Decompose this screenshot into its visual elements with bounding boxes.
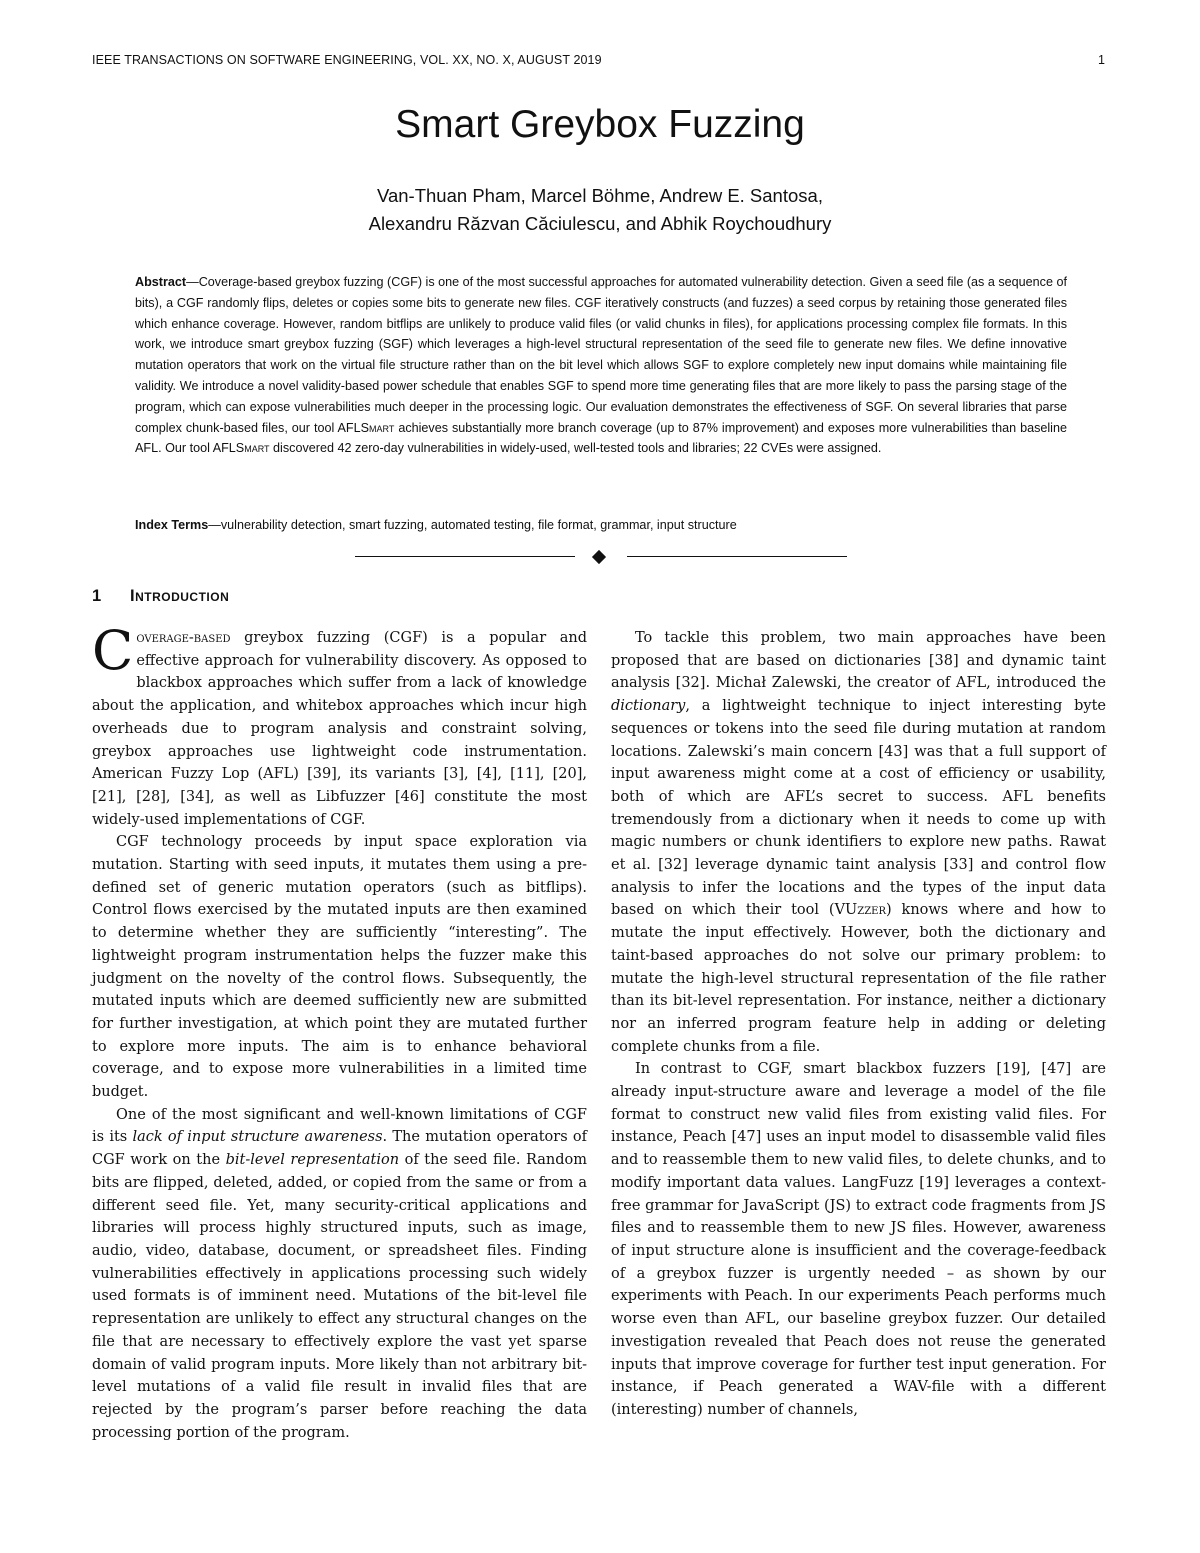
index-terms	[135, 515, 1067, 535]
paragraph-4	[611, 627, 1106, 1058]
paragraph-4-text-c: ) knows where and how to mutate the input effectively. However, both the dictionary and taint-based approaches do not solve our primary problem: to mutate the high-level structural representation of the file rather than its bit-level representation. For instance, neither a dictionary nor an inferred program feature help in adding or deleting complete chunks from a file.	[611, 902, 1107, 1055]
index-terms-text: —vulnerability detection, smart fuzzing, automated testing, file format, grammar, input structure	[208, 518, 737, 532]
paragraph-4-text-b: , a lightweight technique to inject interesting byte sequences or tokens into the seed file during mutation at random locations. Zalewski’s main concern [43] was that a full support of input awareness might come at a cost of efficiency or usability, both of which are AFL’s secret to success. AFL benefits tremendously from a dictionary when it needs to come up with magic numbers or chunk identifiers to explore new paths. Rawat et al. [32] leverage dynamic taint analysis [33] and control flow analysis to infer the locations and the types of the input data based on which their tool (	[611, 698, 1106, 919]
section-heading	[92, 587, 229, 606]
author-line-2: Alexandru Răzvan Căciulescu, and Abhik Roychoudhury	[368, 213, 832, 234]
emphasis-bit-level: bit-level representation	[225, 1152, 400, 1169]
tool-name-1-caps: AFLS	[337, 420, 370, 435]
diamond-ornament-icon	[592, 550, 606, 564]
section-number: 1	[92, 587, 102, 605]
paragraph-1	[92, 619, 587, 831]
tool-name-1	[338, 421, 395, 435]
abstract-label: Abstract	[135, 275, 187, 289]
author-line-1: Van-Thuan Pham, Marcel Böhme, Andrew E. Santosa,	[377, 185, 823, 206]
abstract	[135, 272, 1067, 459]
abstract-text-2: achieves substantially more branch coverage (up to 87% improvement) and exposes more vulnerabilities than baseline AFL. Our tool	[135, 420, 1067, 456]
paragraph-3	[92, 1104, 587, 1445]
paragraph-2: CGF technology proceeds by input space exploration via mutation. Starting with seed inputs, it mutates them using a pre-defined set of generic mutation operators (such as bitflips). Control flows exercised by the mutated inputs are then examined to determine whether they are sufficiently “interesting”. The lightweight program instrumentation helps the fuzzer make this judgment on the novelty of the control flows. Subsequently, the mutated inputs which are deemed sufficiently new are submitted for further investigation, at which point they are mutated further to explore more inputs. The aim is to enhance behavioral coverage, and to expose more vulnerabilities in a limited time budget.	[92, 834, 587, 1101]
tool-name-vuzzer: VUzzer	[834, 902, 886, 919]
journal-header: IEEE TRANSACTIONS ON SOFTWARE ENGINEERING, VOL. XX, NO. X, AUGUST 2019	[92, 53, 602, 67]
paragraph-1-text: greybox fuzzing (CGF) is a popular and effective approach for vulnerability discovery. As opposed to blackbox approaches which suffer from a lack of knowledge about the application, and whitebox approaches which incur high overheads due to program analysis and constraint solving, greybox approaches use lightweight code instrumentation. American Fuzzy Lop (AFL) [39], its variants [3], [4], [11], [20], [21], [28], [34], as well as Libfuzzer [46] constitute the most widely-used implementations of CGF.	[92, 630, 587, 828]
abstract-text-3: discovered 42 zero-day vulnerabilities in widely-used, well-tested tools and libraries; 22 CVEs were assigned.	[269, 441, 882, 456]
body-column-left	[92, 619, 587, 1444]
tool-name-2	[213, 441, 270, 455]
paragraph-4-text-a: To tackle this problem, two main approaches have been proposed that are based on dictionaries [38] and dynamic taint analysis [32]. Michał Zalewski, the creator of AFL, introduced the	[611, 630, 1106, 692]
tool-name-2-caps: AFLS	[212, 441, 245, 456]
abstract-text-1: —Coverage-based greybox fuzzing (CGF) is one of the most successful approaches for automated vulnerability detection. Given a seed file (as a sequence of bits), a CGF randomly flips, deletes or copies some bits to generate new files. CGF iteratively constructs (and fuzzes) a seed corpus by retaining those generated files which enhance coverage. However, random bitflips are unlikely to produce valid files (or valid chunks in files), for applications processing complex file formats. In this work, we introduce smart greybox fuzzing (SGF) which leverages a high-level structural representation of the seed file to generate new files. We define innovative mutation operators that work on the virtual file structure rather than on the bit level which allows SGF to explore completely new input domains while maintaining file validity. We introduce a novel validity-based power schedule that enables SGF to spend more time generating files that are more likely to pass the parsing stage of the program, which can expose vulnerabilities much deeper in the processing logic. Our evaluation demonstrates the effectiveness of SGF. On several libraries that parse complex chunk-based files, our tool	[135, 275, 1067, 435]
paragraph-3-text-a: One of the most significant and well-known limitations of CGF is its	[92, 1106, 587, 1146]
body-column-right	[611, 627, 1106, 1422]
tool-name-1-smallcaps: mart	[369, 420, 395, 435]
page-number: 1	[1097, 53, 1105, 67]
running-head	[92, 53, 1105, 71]
emphasis-dictionary: dictionary	[611, 698, 686, 715]
divider-rule-right	[627, 556, 847, 557]
drop-cap: C	[92, 619, 134, 682]
section-divider	[355, 548, 847, 566]
emphasis-structure-awareness: lack of input structure awareness	[132, 1129, 383, 1146]
paragraph-3-text-c: of the seed file. Random bits are flipped, deleted, added, or copied from the same or from a different seed file. Yet, many security-critical applications and libraries will process highly structured inputs, such as image, audio, video, database, document, or spreadsheet files. Finding vulnerabilities effectively in applications processing such widely used formats is of imminent need. Mutations of the bit-level file representation are unlikely to effect any structural changes on the file that are necessary to effectively explore the vast yet sparse domain of valid program inputs. More likely than not arbitrary bit-level mutations of a valid file result in invalid files that are rejected by the program’s parser before reaching the data processing portion of the program.	[92, 1152, 587, 1441]
author-list	[0, 182, 1200, 238]
small-caps-lead: overage-based	[136, 630, 231, 646]
paragraph-3-text-b: . The mutation operators of CGF work on the	[92, 1129, 587, 1169]
paragraph-5: In contrast to CGF, smart blackbox fuzzers [19], [47] are already input-structure aware and leverage a model of the file format to construct new valid files from existing valid files. For instance, Peach [47] uses an input model to disassemble valid files and to reassemble them to new valid files, to delete chunks, and to modify important data values. LangFuzz [19] leverages a context-free grammar for JavaScript (JS) to extract code fragments from JS files and to reassemble them to new JS files. However, awareness of input structure alone is insufficient and the coverage-feedback of a greybox fuzzer is urgently needed – as shown by our experiments with Peach. In our experiments Peach performs much worse even than AFL, our baseline greybox fuzzer. Our detailed investigation revealed that Peach does not reuse the generated inputs that improve coverage for further test input generation. For instance, if Peach generated a WAV-file with a different (interesting) number of channels,	[611, 1061, 1106, 1418]
section-title: Introduction	[130, 587, 230, 605]
index-terms-label: Index Terms	[135, 518, 209, 532]
paper-title: Smart Greybox Fuzzing	[395, 103, 805, 146]
divider-rule-left	[355, 556, 575, 557]
tool-name-2-smallcaps: mart	[244, 441, 270, 456]
